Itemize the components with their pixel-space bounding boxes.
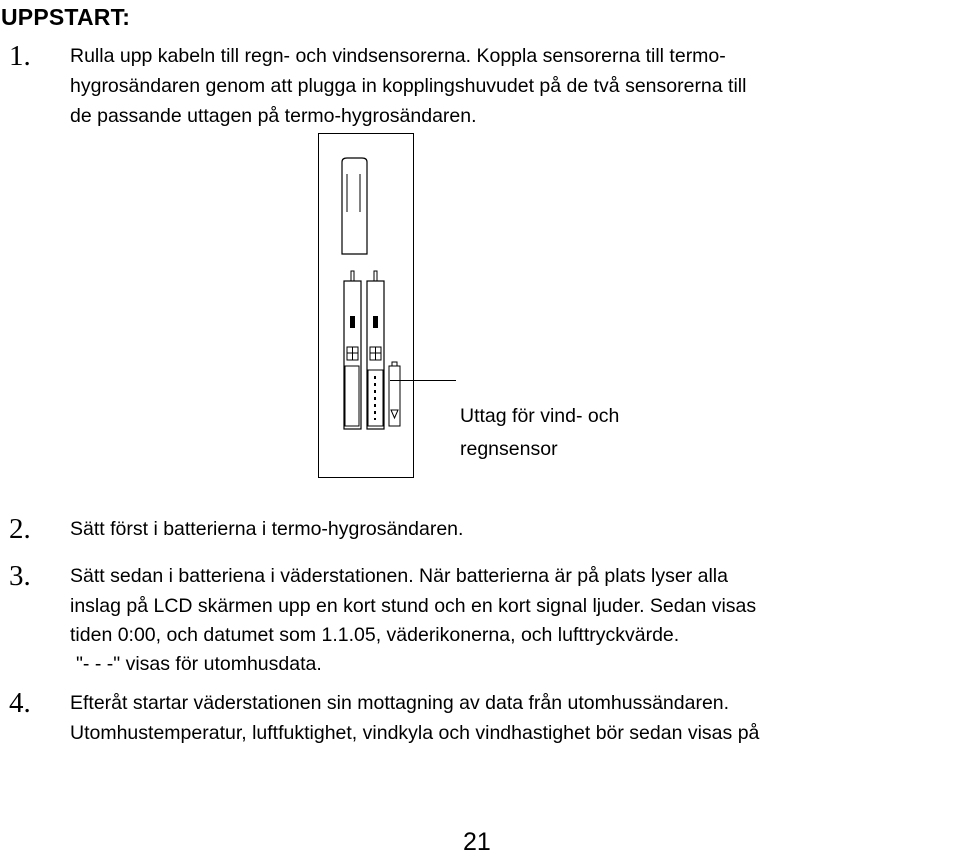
step-2-line-1: Sätt först i batterierna i termo-hygrosändaren. <box>70 518 464 540</box>
page-number: 21 <box>463 828 491 856</box>
step-3-line-1: Sätt sedan i batteriena i väderstationen. När batterierna är på plats lyser alla <box>70 565 728 587</box>
step-3-line-2: inslag på LCD skärmen upp en kort stund och en kort signal ljuder. Sedan visas <box>70 595 757 617</box>
callout-label-line-1: Uttag för vind- och <box>460 405 620 427</box>
step-1-number: 1. <box>9 40 31 72</box>
callout-label-line-2: regnsensor <box>460 438 558 460</box>
callout-label <box>460 400 619 466</box>
step-3-line-3: tiden 0:00, och datumet som 1.1.05, väderikonerna, och lufttryckvärde. <box>70 624 680 646</box>
step-4-number: 4. <box>9 687 31 719</box>
step-4-line-1: Efteråt startar väderstationen sin mottagning av data från utomhussändaren. <box>70 692 730 714</box>
step-1-line-3: de passande uttagen på termo-hygrosändaren. <box>70 105 477 127</box>
transmitter-drawing <box>319 134 415 479</box>
step-2-number: 2. <box>9 513 31 545</box>
callout-line <box>390 380 456 381</box>
section-heading: UPPSTART: <box>1 4 131 30</box>
step-1-line-2: hygrosändaren genom att plugga in kopplingshuvudet på de två sensorerna till <box>70 75 747 97</box>
step-4-line-2: Utomhustemperatur, luftfuktighet, vindkyla och vindhastighet bör sedan visas på <box>70 722 760 744</box>
transmitter-illustration <box>318 133 414 478</box>
step-3-line-4: "- - -" visas för utomhusdata. <box>76 653 322 675</box>
step-1-line-1: Rulla upp kabeln till regn- och vindsensorerna. Koppla sensorerna till termo- <box>70 45 726 67</box>
step-3-number: 3. <box>9 560 31 592</box>
